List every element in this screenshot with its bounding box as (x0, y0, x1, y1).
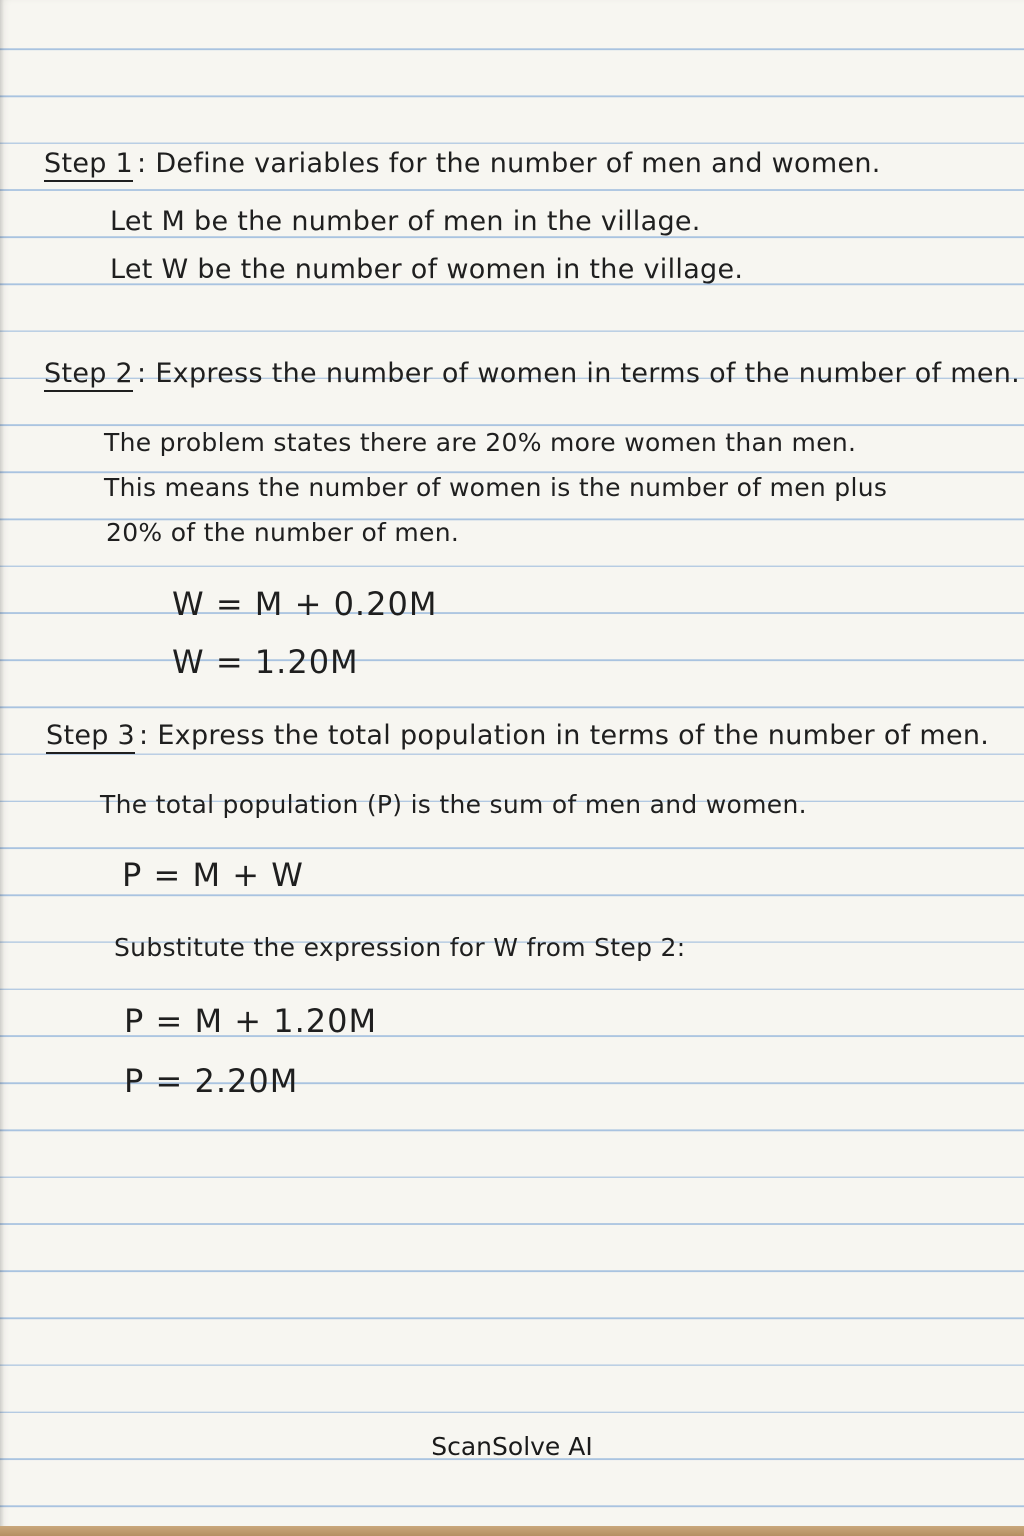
step-3-equation-2: P = M + 1.20M (124, 1002, 378, 1040)
table-edge (0, 1526, 1024, 1536)
step-2-equation-1: W = M + 0.20M (172, 585, 438, 623)
step-2-line-3: 20% of the number of men. (106, 518, 460, 547)
step-1-label: Step 1 (44, 148, 133, 182)
step-3-line-1: The total population (P) is the sum of men and women. (100, 790, 807, 819)
step-2-equation-2: W = 1.20M (172, 643, 359, 681)
step-2-label: Step 2 (44, 358, 133, 392)
step-3-label: Step 3 (46, 720, 135, 754)
step-2-title: : Express the number of women in terms of the number of men. (137, 358, 1021, 389)
step-1-heading (44, 148, 881, 182)
step-2-heading (44, 358, 1020, 392)
step-3-equation-3: P = 2.20M (124, 1062, 299, 1100)
step-1-line-2: Let W be the number of women in the village. (110, 254, 744, 285)
step-3-equation-1: P = M + W (122, 856, 304, 894)
step-3-heading (46, 720, 989, 754)
step-1-title: : Define variables for the number of men and women. (137, 148, 881, 179)
step-2-line-1: The problem states there are 20% more women than men. (104, 428, 857, 457)
step-2-line-2: This means the number of women is the number of men plus (104, 473, 888, 502)
step-3-title: : Express the total population in terms of the number of men. (139, 720, 990, 751)
step-1-line-1: Let M be the number of men in the village. (110, 206, 701, 237)
footer-brand: ScanSolve AI (431, 1432, 593, 1461)
step-3-substitute-text: Substitute the expression for W from Step 2: (114, 933, 686, 962)
